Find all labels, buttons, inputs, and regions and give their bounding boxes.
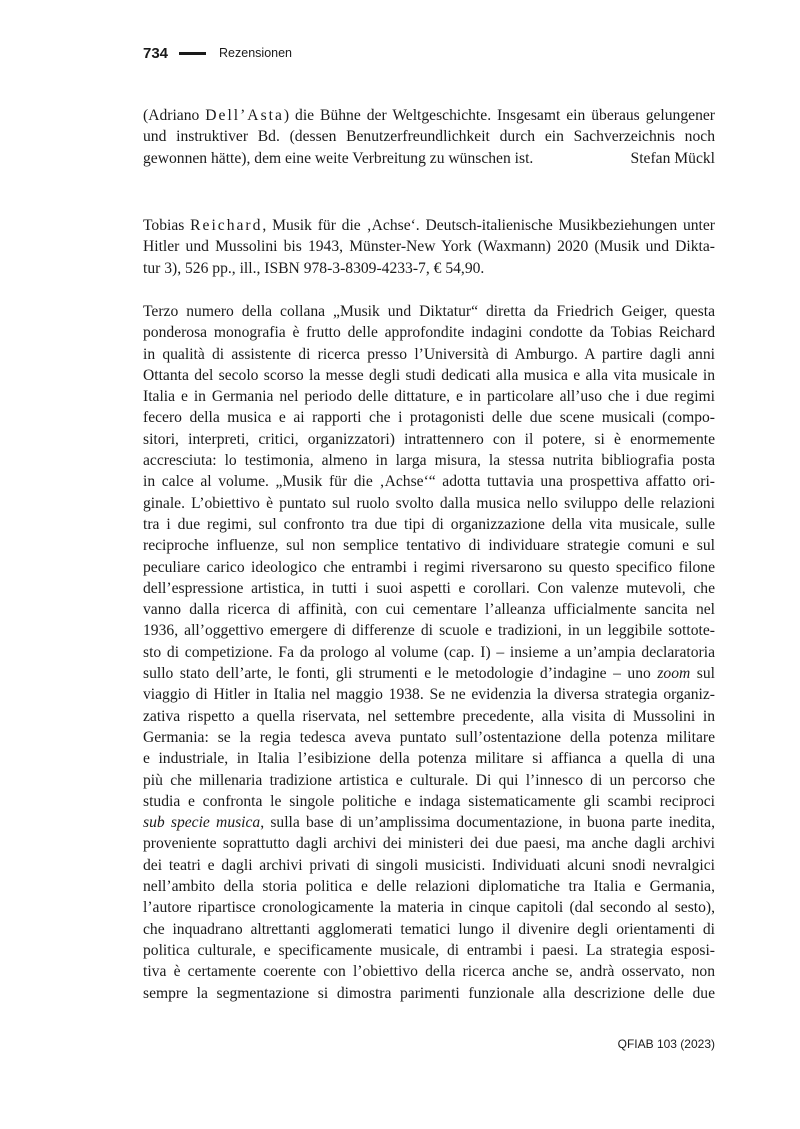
text-line: che inquadrano altrettanti agglomerati tematici lungo il divenire degli orientamenti di bbox=[143, 920, 715, 938]
text-line: fecero della musica e ai rapporti che i protagonisti delle due scene musicali (compo- bbox=[143, 409, 715, 427]
text-line: viaggio di Hitler in Italia nel maggio 1938. Se ne evidenzia la diversa strategia organiz- bbox=[143, 686, 715, 704]
text-line: dei teatri e dagli archivi privati di singoli musicisti. Individuati alcuni snodi nevralgici bbox=[143, 856, 715, 874]
text-line: 1936, all’oggettivo emergere di differenze di scuole e tradizioni, in un leggibile sottote- bbox=[143, 622, 715, 640]
text-line: studia e confronta le singole politiche e indaga sistematicamente gli scambi reciproci bbox=[143, 792, 715, 810]
author-name-spaced: Dell’Asta bbox=[205, 107, 284, 124]
text-line: Terzo numero della collana „Musik und Diktatur“ diretta da Friedrich Geiger, questa bbox=[143, 303, 715, 320]
previous-review-end bbox=[143, 105, 715, 169]
text-line: und instruktiver Bd. (dessen Benutzerfreundlichkeit durch ein Sachverzeichnis noch bbox=[143, 128, 715, 146]
text-line: reciproche influenze, sul non semplice tentativo di individuare strategie comuni e sul bbox=[143, 537, 715, 555]
author-name-spaced: Reichard bbox=[190, 217, 263, 234]
text-line: sto di competizione. Fa da prologo al volume (cap. I) – insieme a un’ampia declaratoria bbox=[143, 643, 715, 661]
text-line: Hitler und Mussolini bis 1943, Münster-New York (Waxmann) 2020 (Musik und Dikta- bbox=[143, 238, 715, 256]
review-body bbox=[143, 301, 715, 1004]
running-title: Rezensionen bbox=[219, 46, 292, 60]
text-line: proveniente soprattutto dagli archivi dei ministeri dei due paesi, ma anche dagli archivi bbox=[143, 835, 715, 853]
text-line: tur 3), 526 pp., ill., ISBN 978-3-8309-4233-7, € 54,90. bbox=[143, 259, 485, 277]
running-header bbox=[143, 43, 292, 63]
journal-footer: QFIAB 103 (2023) bbox=[617, 1037, 715, 1051]
text-line: sempre la segmentazione si dimostra parimenti funzionale alla descrizione delle due bbox=[143, 984, 715, 1002]
text-line: peculiare carico ideologico che entrambi i regimi riversarono su questo specifico filone bbox=[143, 558, 715, 576]
header-dash bbox=[179, 52, 206, 55]
book-citation bbox=[143, 215, 715, 279]
text-line: in qualità di assistente di ricerca presso l’Università di Amburgo. A partire dagli anni bbox=[143, 345, 715, 363]
text-line: e industriale, in Italia l’esibizione della potenza militare si affianca a quella di una bbox=[143, 750, 715, 768]
text-line: sullo stato dell’arte, le fonti, gli strumenti e le metodologie d’indagine – uno zoom sul bbox=[143, 665, 715, 683]
text-line: zativa rispetto a quella riservata, nel settembre precedente, alla visita di Mussolini in bbox=[143, 707, 715, 725]
text-line: politica culturale, e specificamente musicale, di entrambi i paesi. La strategia esposi- bbox=[143, 941, 715, 959]
text-line: Italia e in Germania nel periodo delle dittature, e in particolare all’uso che i due regimi bbox=[143, 388, 715, 406]
text-line: ginale. L’obiettivo è puntato sul ruolo svolto dalla musica nello sviluppo delle relazioni bbox=[143, 494, 715, 512]
reviewer-name: Stefan Mückl bbox=[630, 149, 715, 167]
text-line: ponderosa monografia è frutto delle approfondite indagini condotte da Tobias Reichard bbox=[143, 324, 715, 342]
text-line: (Adriano Dell’Asta) die Bühne der Weltgeschichte. Insgesamt ein überaus gelungener bbox=[143, 107, 715, 124]
text-line: sub specie musica, sulla base di un’amplissima documentazione, in buona parte inedita, bbox=[143, 814, 715, 832]
text-line: vanno dalla ricerca di affinità, con cui cementare l’alleanza ufficialmente sancita nel bbox=[143, 601, 715, 619]
page-number: 734 bbox=[143, 44, 169, 62]
text-line: nell’ambito della storia politica e delle relazioni diplomatiche tra Italia e Germania, bbox=[143, 878, 715, 896]
text-line: dell’espressione artistica, in tutti i suoi aspetti e corollari. Con valenze mutevoli, che bbox=[143, 579, 715, 597]
text-line: Ottanta del secolo scorso la messe degli studi dedicati alla musica e alla vita musicale in bbox=[143, 366, 715, 384]
text-line: gewonnen hätte), dem eine weite Verbreitung zu wünschen ist. Stefan Mückl bbox=[143, 148, 715, 169]
text-line: l’autore ripartisce cronologicamente la materia in cinque capitoli (dal secondo al sesto), bbox=[143, 899, 715, 917]
text-line: Tobias Reichard, Musik für die ‚Achse‘. Deutsch-italienische Musikbeziehungen unter bbox=[143, 217, 715, 234]
text-line: Germania: se la regia tedesca aveva puntato sull’ostentazione della potenza militare bbox=[143, 728, 715, 746]
text-line: tiva è certamente coerente con l’obiettivo della ricerca anche se, andrà osservato, non bbox=[143, 963, 715, 981]
text-line: tra i due regimi, sul confronto tra due tipi di organizzazione della vita musicale, sulle bbox=[143, 515, 715, 533]
text-line: sitori, interpreti, critici, organizzatori) intrattennero con il potere, si è enormemente bbox=[143, 430, 715, 448]
text-line: accresciuta: lo testimonia, almeno in larga misura, la stessa nutrita bibliografia posta bbox=[143, 452, 715, 470]
text-line: in calce al volume. „Musik für die ‚Achse‘“ adotta tuttavia una prospettiva affatto ori- bbox=[143, 473, 715, 491]
text-line: più che millenaria tradizione artistica e culturale. Di qui l’innesco di un percorso che bbox=[143, 771, 715, 789]
